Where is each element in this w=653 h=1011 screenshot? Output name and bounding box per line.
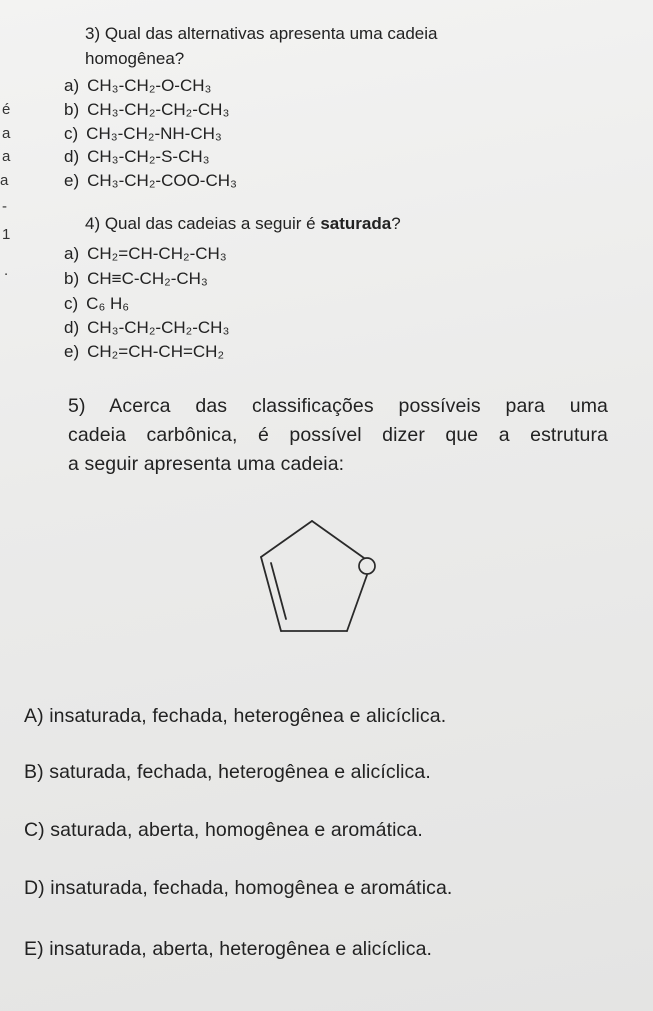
ring-bond [347,575,367,631]
q5-option-b: B) saturada, fechada, heterogênea e alicíclica. [24,761,431,783]
question-5-line-2: cadeia carbônica, é possível dizer que a estrutura [68,424,608,446]
option-formula: CH₃-CH₂-S-CH₃ [87,147,210,166]
ring-bond [261,557,281,631]
double-bond-line [271,563,286,619]
margin-fragment: . [4,262,9,279]
ring-bond [261,521,312,557]
margin-fragment: a [2,148,11,165]
option-label: a) [64,76,80,95]
margin-fragment: - [2,198,7,215]
q3-option-d [64,147,210,167]
q4-option-d [64,318,229,338]
q4-option-a [64,244,227,264]
margin-fragment: a [0,172,9,189]
option-formula: CH₂=CH-CH₂-CH₃ [87,244,227,263]
question-4-emphasis: saturada [320,214,392,233]
margin-fragment: 1 [2,226,11,243]
option-label: c) [64,294,79,313]
q3-option-e [64,171,237,191]
option-formula: CH₃-CH₂-COO-CH₃ [87,171,237,190]
option-label: c) [64,124,79,143]
q5-option-c: C) saturada, aberta, homogênea e aromática. [24,819,423,841]
margin-fragment: é [2,101,11,118]
question-3-line-1: 3) Qual das alternativas apresenta uma cadeia [85,24,438,43]
option-formula: C₆ H₆ [86,294,130,313]
option-formula: CH₃-CH₂-O-CH₃ [87,76,212,95]
option-label: d) [64,318,80,337]
q3-option-a [64,76,211,96]
option-label: e) [64,342,80,361]
q4-option-b [64,269,208,289]
q3-option-c [64,124,222,144]
question-4-prompt [85,214,401,234]
option-formula: CH≡C-CH₂-CH₃ [87,269,208,288]
option-label: d) [64,147,80,166]
q3-option-b [64,100,229,120]
option-formula: CH₃-CH₂-CH₂-CH₃ [87,100,230,119]
option-formula: CH₃-CH₂-NH-CH₃ [86,124,222,143]
margin-fragment: a [2,125,11,142]
q4-option-c [64,294,129,314]
question-4-prefix: 4) Qual das cadeias a seguir é [85,214,321,233]
q5-option-a: A) insaturada, fechada, heterogênea e alicíclica. [24,705,447,727]
option-label: b) [64,100,80,119]
option-label: a) [64,244,80,263]
q4-option-e [64,342,224,362]
question-3-line-2: homogênea? [85,49,185,68]
dihydrofuran-ring [261,521,375,631]
ring-structure-diagram [255,515,385,635]
ring-bond [312,521,364,558]
option-label: b) [64,269,80,288]
option-formula: CH₃-CH₂-CH₂-CH₃ [87,318,230,337]
question-5-line-1: 5) Acerca das classificações possíveis para uma [68,395,608,417]
question-5-line-3: a seguir apresenta uma cadeia: [68,453,345,475]
oxygen-atom-symbol [359,558,375,574]
q5-option-d: D) insaturada, fechada, homogênea e aromática. [24,877,453,899]
q5-option-e: E) insaturada, aberta, heterogênea e alicíclica. [24,938,433,960]
option-label: e) [64,171,80,190]
option-formula: CH₂=CH-CH=CH₂ [87,342,225,361]
question-4-suffix: ? [391,214,401,233]
